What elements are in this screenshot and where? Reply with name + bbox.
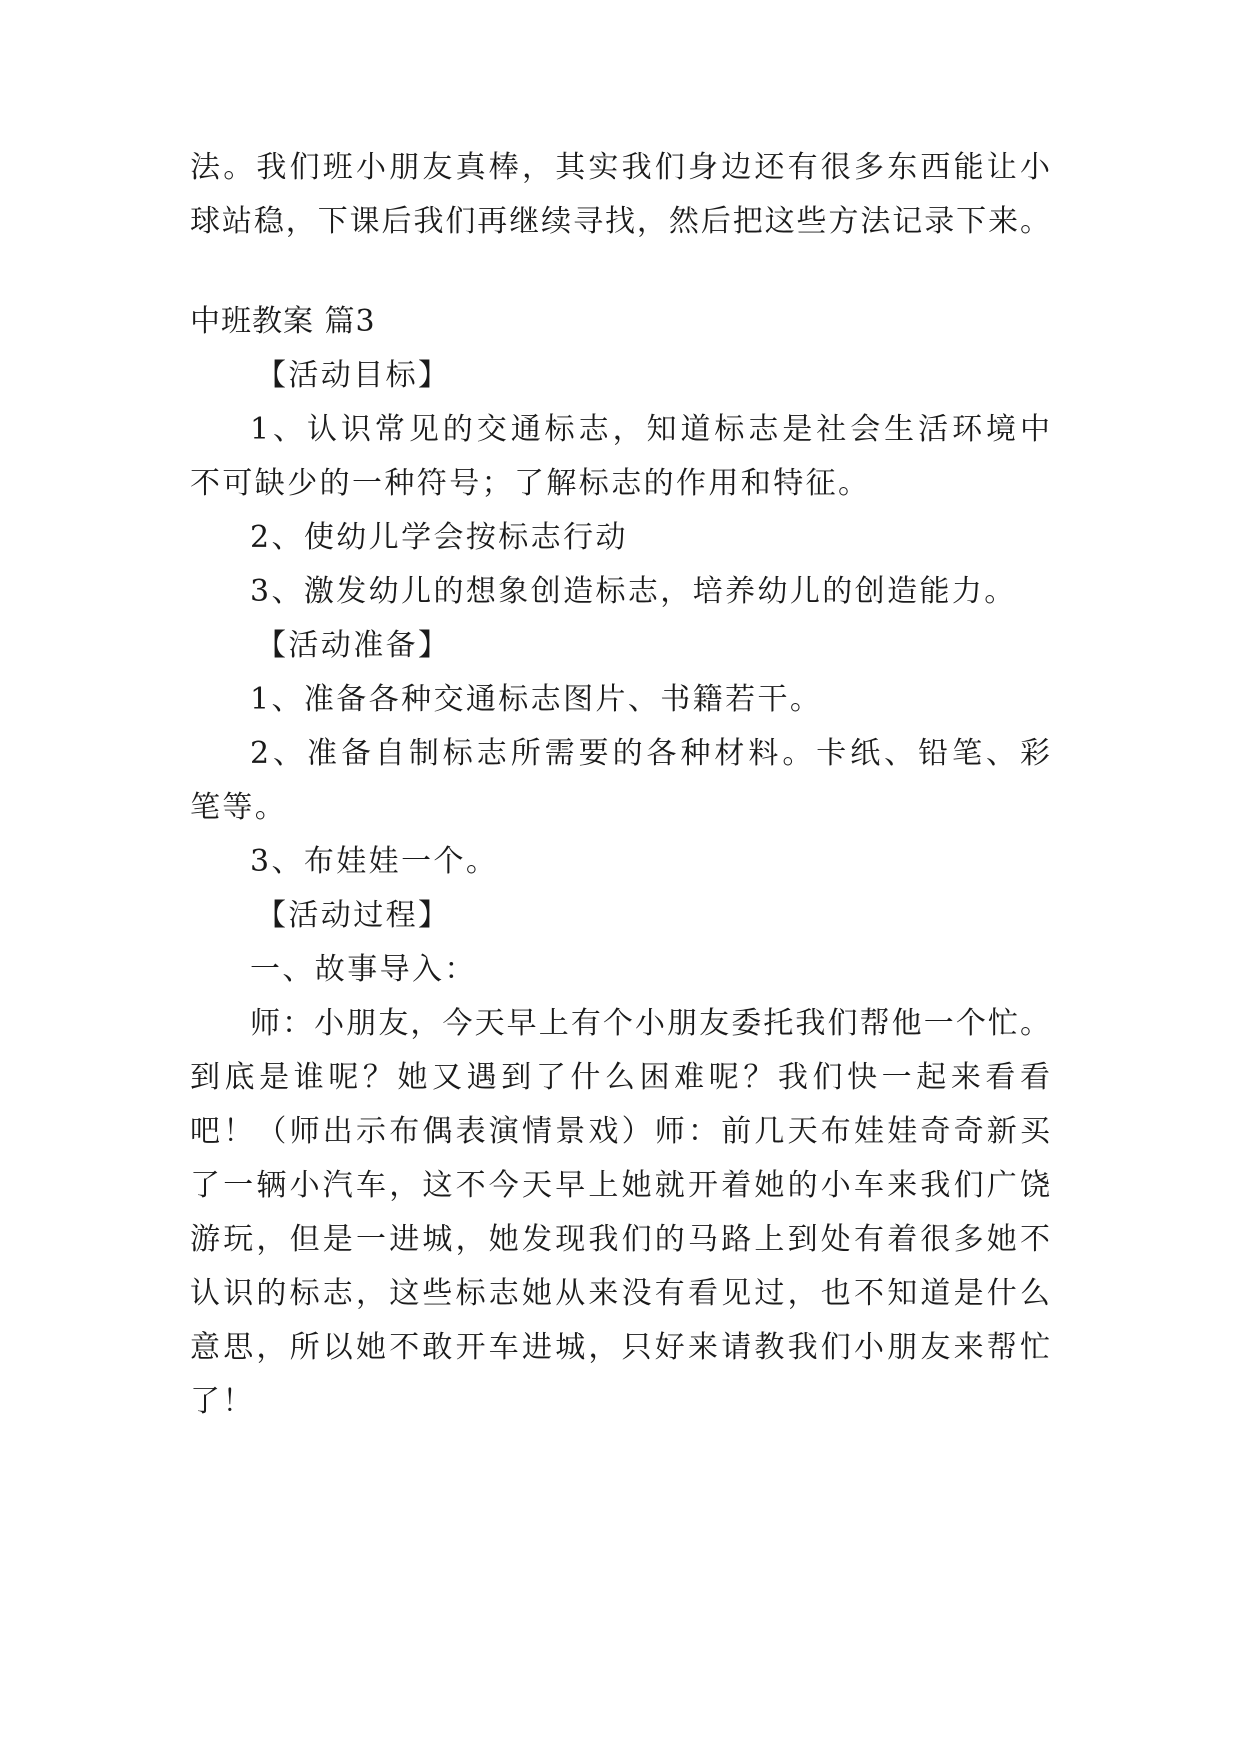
- process-heading: 【活动过程】: [256, 898, 451, 933]
- preparation-heading: 【活动准备】: [256, 628, 451, 663]
- process-paragraph-line-6: 认识的标志，这些标志她从来没有看见过，也不知道是什么: [190, 1276, 1050, 1311]
- goals-item-1-line-2: 不可缺少的一种符号；了解标志的作用和特征。: [190, 466, 871, 501]
- preparation-item-2-line-1: 2、准备自制标志所需要的各种材料。卡纸、铅笔、彩: [250, 736, 1050, 771]
- preparation-item-1: 1、准备各种交通标志图片、书籍若干。: [250, 682, 823, 717]
- goals-item-1-line-1: 1、认识常见的交通标志，知道标志是社会生活环境中: [250, 412, 1050, 447]
- goals-heading: 【活动目标】: [256, 358, 451, 393]
- process-step-1-title: 一、故事导入：: [250, 952, 477, 987]
- continuation-line-2: 球站稳，下课后我们再继续寻找，然后把这些方法记录下来。: [190, 204, 1050, 239]
- goals-item-3: 3、激发幼儿的想象创造标志，培养幼儿的创造能力。: [250, 574, 1017, 609]
- preparation-item-3: 3、布娃娃一个。: [250, 844, 499, 879]
- process-paragraph-line-5: 游玩，但是一进城，她发现我们的马路上到处有着很多她不: [190, 1222, 1050, 1257]
- process-paragraph-line-7: 意思，所以她不敢开车进城，只好来请教我们小朋友来帮忙: [190, 1330, 1050, 1365]
- preparation-item-2-line-2: 笔等。: [190, 790, 288, 825]
- process-paragraph-line-2: 到底是谁呢？她又遇到了什么困难呢？我们快一起来看看: [190, 1060, 1050, 1095]
- process-paragraph-line-3: 吧！（师出示布偶表演情景戏）师：前几天布娃娃奇奇新买: [190, 1114, 1050, 1149]
- continuation-line-1: 法。我们班小朋友真棒，其实我们身边还有很多东西能让小: [190, 150, 1050, 185]
- process-paragraph-line-1: 师：小朋友，今天早上有个小朋友委托我们帮他一个忙。: [250, 1006, 1050, 1041]
- process-paragraph-line-4: 了一辆小汽车，这不今天早上她就开着她的小车来我们广饶: [190, 1168, 1050, 1203]
- section-title: 中班教案 篇3: [190, 304, 376, 339]
- goals-item-2: 2、使幼儿学会按标志行动: [250, 520, 628, 555]
- process-paragraph-line-8: 了！: [190, 1384, 255, 1419]
